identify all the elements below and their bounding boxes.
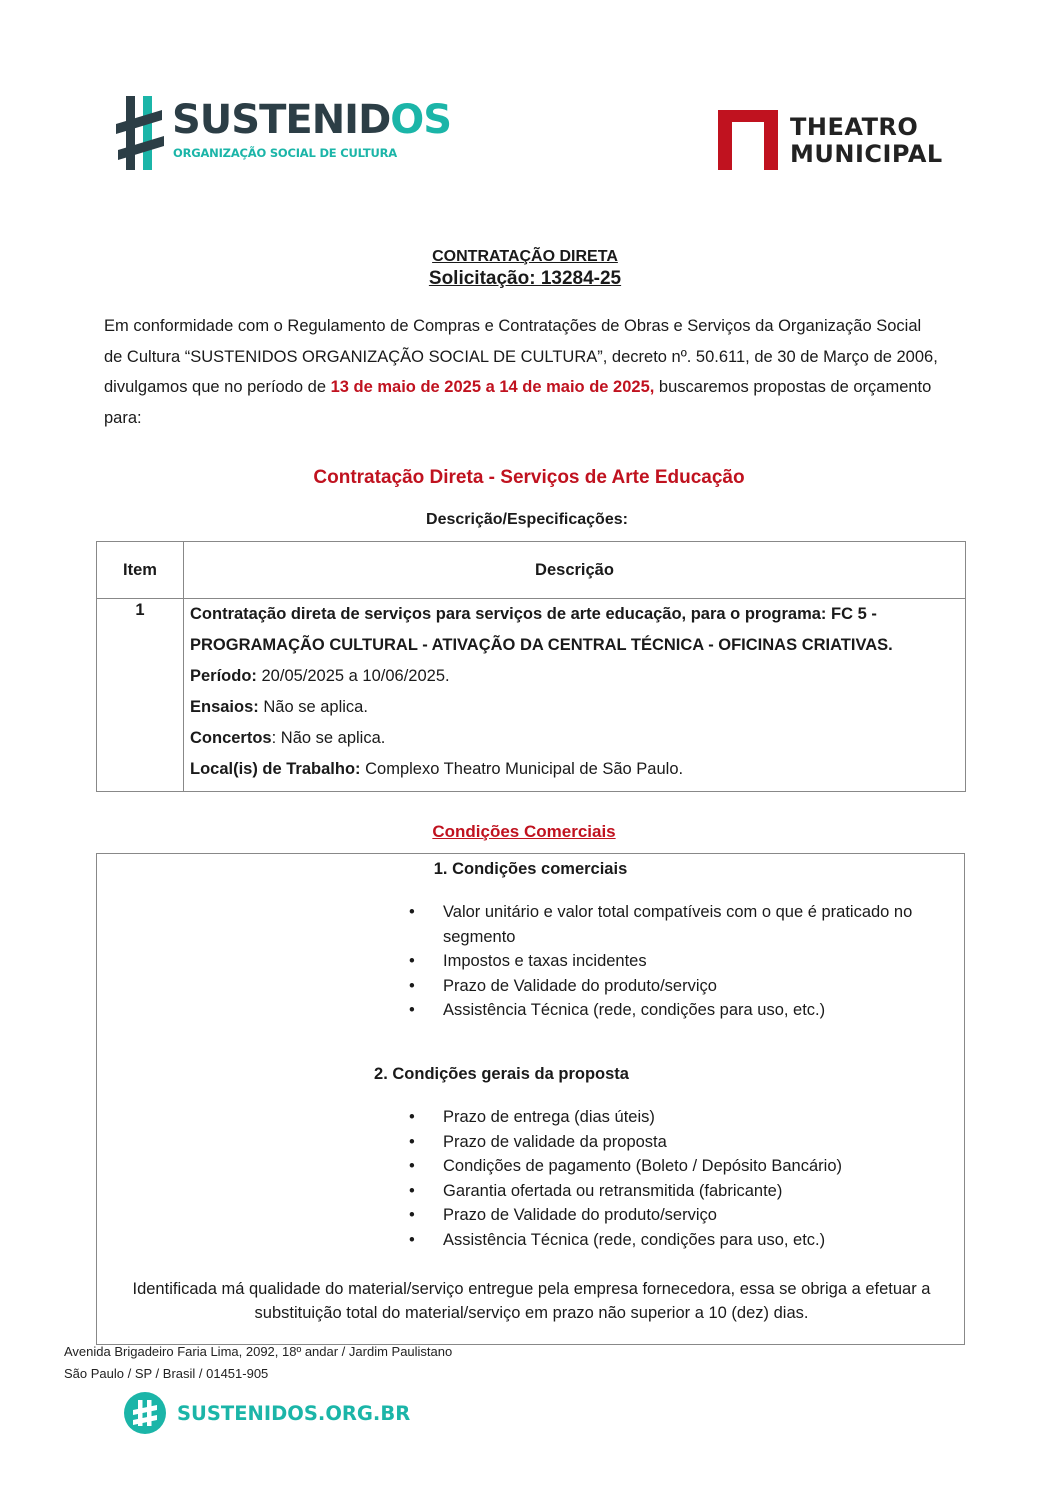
spec-label: Descrição/Especificações:	[426, 511, 628, 528]
hashtag-logo-icon	[116, 94, 170, 172]
sustenidos-tagline: ORGANIZAÇÃO SOCIAL DE CULTURA	[173, 146, 397, 160]
document-title: CONTRATAÇÃO DIRETA	[432, 248, 618, 265]
hashtag-circle-icon	[124, 1392, 166, 1434]
conditions-note: Identificada má qualidade do material/serviço entregue pela empresa fornecedora, essa se obriga a efetuar a substituição total do material/serviço em prazo não superior a 10 (dez) dias.	[132, 1280, 931, 1322]
theatro-logo-line2: MUNICIPAL	[790, 140, 943, 168]
conditions-section2-title: 2. Condições gerais da proposta	[374, 1065, 629, 1083]
footer-address-line1: Avenida Brigadeiro Faria Lima, 2092, 18º andar / Jardim Paulistano	[64, 1344, 453, 1359]
spec-table-header	[97, 542, 966, 599]
row-periodo: Período: 20/05/2025 a 10/06/2025.	[190, 667, 450, 685]
list-item: • Assistência Técnica (rede, condições para uso, etc.)	[409, 998, 949, 1023]
footer-website[interactable]: SUSTENIDOS.ORG.BR	[177, 1402, 411, 1425]
list-item: • Impostos e taxas incidentes	[409, 949, 949, 974]
conditions-box	[96, 853, 965, 1345]
theatro-municipal-logo	[716, 108, 956, 174]
list-item: • Garantia ofertada ou retransmitida (fabricante)	[409, 1179, 949, 1204]
theatro-arch-logo-icon	[716, 108, 780, 172]
theatro-logo-line1: THEATRO	[790, 113, 919, 141]
row-ensaios: Ensaios: Não se aplica.	[190, 698, 368, 716]
solicitation-number: Solicitação: 13284-25	[428, 268, 622, 289]
spec-table	[96, 541, 966, 792]
list-item: • Prazo de entrega (dias úteis)	[409, 1105, 949, 1130]
list-item: • Assistência Técnica (rede, condições para uso, etc.)	[409, 1228, 949, 1253]
row-main-description: Contratação direta de serviços para serviços de arte educação, para o programa: FC 5 - PROGRAMAÇÃO CULTURAL - ATIVAÇÃO DA CENTRAL TÉCNICA - OFICINAS CRIATIVAS.	[190, 605, 893, 654]
sustenidos-brand-text: SUSTENIDOS	[172, 97, 452, 143]
row-description	[184, 599, 966, 792]
list-item: • Prazo de validade da proposta	[409, 1130, 949, 1155]
list-item: • Condições de pagamento (Boleto / Depósito Bancário)	[409, 1154, 949, 1179]
intro-paragraph: Em conformidade com o Regulamento de Compras e Contratações de Obras e Serviços da Organização Social de Cultura “SUSTENIDOS ORGANIZAÇÃO SOCIAL DE CULTURA”, decreto nº. 50.611, de 30 de Março de 2006, divulgamos que no período de 13 de maio de 2025 a 14 de maio de 2025, buscaremos propostas de orçamento para:	[104, 317, 938, 427]
conditions-section2-list	[409, 1105, 949, 1253]
list-item: • Prazo de Validade do produto/serviço	[409, 1203, 949, 1228]
footer-address-line2: São Paulo / SP / Brasil / 01451-905	[64, 1366, 269, 1381]
list-item: • Prazo de Validade do produto/serviço	[409, 974, 949, 999]
conditions-section1-title: 1. Condições comerciais	[433, 860, 628, 878]
intro-period: 13 de maio de 2025 a 14 de maio de 2025,	[330, 378, 655, 396]
header-description: Descrição	[184, 542, 966, 599]
conditions-section1-list	[409, 900, 949, 1023]
row-item-number: 1	[97, 599, 184, 792]
sustenidos-logo	[116, 94, 452, 174]
header-item: Item	[97, 542, 184, 599]
list-item: • Valor unitário e valor total compatíveis com o que é praticado no segmento	[409, 900, 949, 949]
row-concertos: Concertos: Não se aplica.	[190, 729, 386, 747]
conditions-title: Condições Comerciais	[432, 822, 616, 841]
section-title: Contratação Direta - Serviços de Arte Educação	[313, 467, 745, 488]
table-row	[97, 599, 966, 792]
row-local: Local(is) de Trabalho: Complexo Theatro Municipal de São Paulo.	[190, 760, 684, 778]
footer-website-logo	[124, 1392, 411, 1434]
